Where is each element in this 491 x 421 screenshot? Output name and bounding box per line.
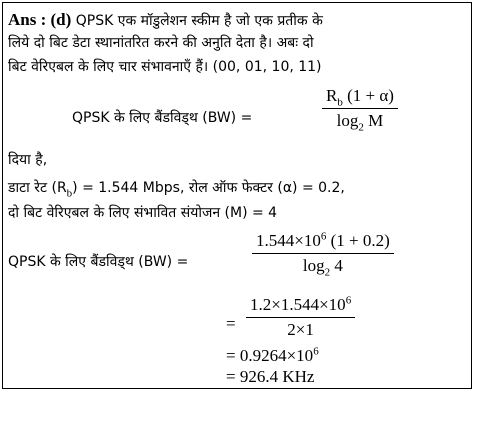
numerator-r: R: [326, 86, 338, 105]
formula-1-label-text: QPSK के लिए बैंडविड्थ (BW) =: [72, 110, 253, 126]
f2-num-sup: 6: [320, 230, 327, 243]
answer-prefix: Ans : (d): [8, 10, 72, 29]
answer-line-2: लिये दो बिट डेटा स्थानांतरित करने की अनुति देता है। अबः दो: [8, 35, 314, 51]
f2-num-rest: (1 + 0.2): [326, 231, 390, 250]
given-line-1: [8, 177, 345, 198]
formula-1-numerator: [322, 86, 398, 108]
answer-line-3: बिट वेरिएबल के लिए चार संभावनाएँ हैं। (00, 01, 10, 11): [8, 59, 322, 75]
formula-2-fraction: [252, 230, 394, 279]
numerator-rest: (1 + α): [342, 86, 394, 105]
s3-num-base: 1.2×1.544×10: [250, 295, 346, 314]
step-3-fraction: [246, 295, 355, 340]
formula-2-denominator: [252, 253, 394, 279]
step-3-numerator: [246, 295, 355, 317]
given-line-1-post: ) = 1.544 Mbps, रोल ऑफ फेक्टर (α) = 0.2,: [72, 180, 345, 196]
formula-1-denominator: [322, 108, 398, 134]
formula-2-label: [8, 251, 188, 272]
f2-den-log: log: [302, 256, 325, 275]
given-line-2: दो बिट वेरिएबल के लिए संभावित संयोजन (M) = 4: [8, 205, 278, 221]
f2-den-rest: 4: [330, 256, 343, 275]
answer-line-1: [8, 10, 323, 31]
f2-den-sub: 2: [324, 266, 331, 279]
formula-2-numerator: [252, 231, 394, 253]
denominator-sub: 2: [358, 121, 364, 134]
step-4: [226, 346, 319, 366]
given-line-1-sub: b: [66, 187, 73, 200]
step-4-base: = 0.9264×10: [226, 346, 314, 365]
denominator-log: log: [336, 111, 359, 130]
numerator-sub: b: [337, 96, 343, 109]
given-line-1-pre: डाटा रेट (R: [8, 180, 67, 196]
step-3-equals: =: [226, 314, 236, 333]
formula-1-label: [72, 107, 252, 128]
formula-1-fraction: [322, 86, 398, 134]
given-heading: दिया है,: [8, 152, 48, 168]
formula-2-label-text: QPSK के लिए बैंडविड्थ (BW) =: [8, 254, 189, 270]
answer-line-1-text: QPSK एक मॉडुलेशन स्कीम है जो एक प्रतीक के: [71, 13, 323, 29]
denominator-rest: M: [363, 111, 384, 130]
f2-num-base: 1.544×10: [256, 231, 321, 250]
final-result: = 926.4 KHz: [226, 367, 315, 386]
step-4-sup: 6: [313, 345, 319, 358]
s3-num-sup: 6: [345, 294, 352, 307]
step-3-denominator: 2×1: [246, 317, 355, 340]
